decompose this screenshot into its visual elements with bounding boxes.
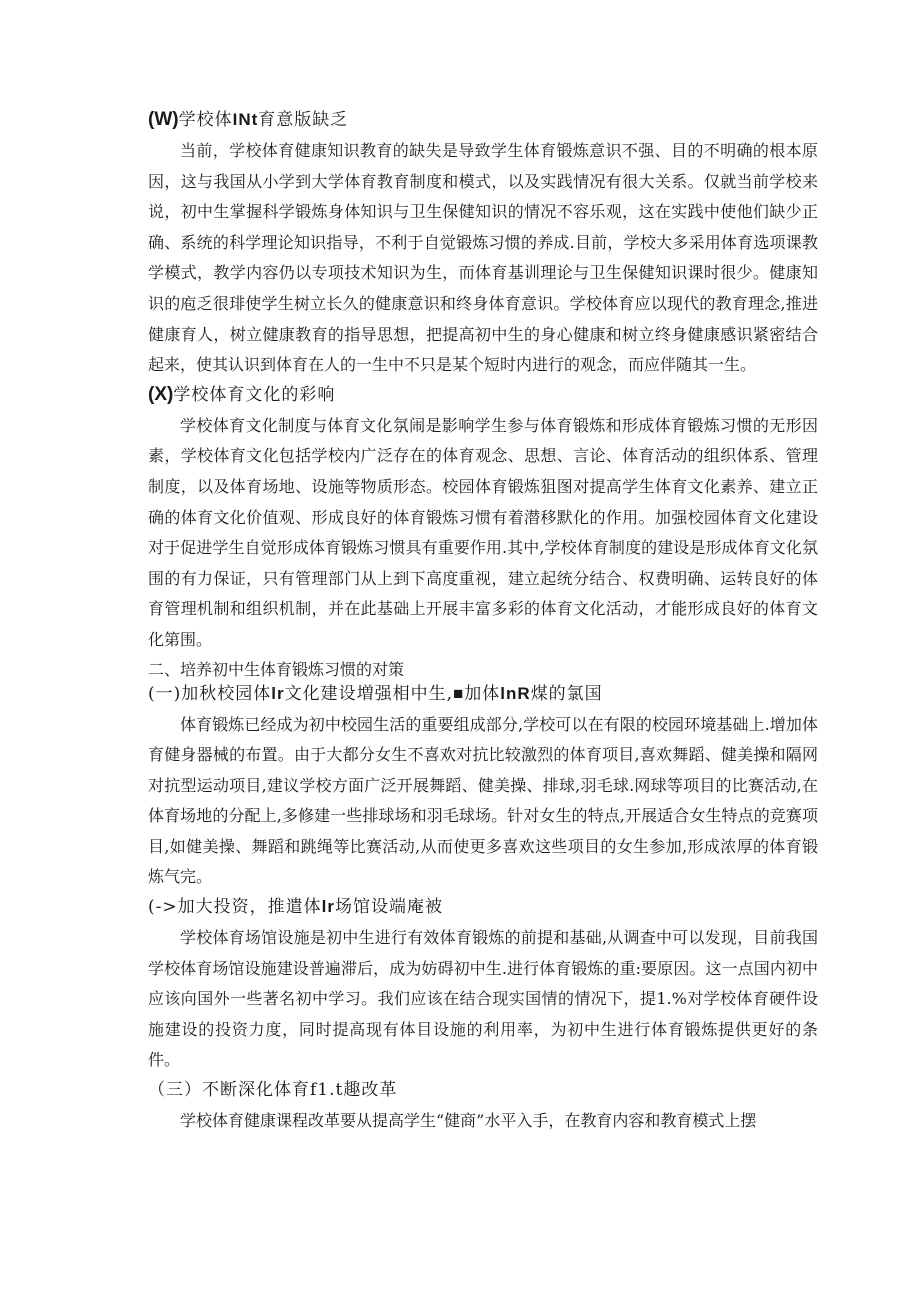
subsection-heading-3 <box>148 1078 818 1102</box>
heading-square-glyph: ■ <box>453 683 465 703</box>
part-heading: 二、培养初中生体育锻炼习惯的对策 <box>148 659 405 679</box>
heading-text: 学校体育文化的彩响 <box>173 384 336 405</box>
paragraph: 当前，学校体育健康知识教育的缺失是导致学生体育锻炼意识不强、目的不明确的根本原因，这与我国从小学到大学体育教育制度和模式，以及实践情况有很大关系。仅就当前学校来说，初中生掌握科学锻炼身体知识与卫生保健知识的情况不容乐观，这在实践中使他们缺少正确、系统的科学理论知识指导，不利于自觉锻炼习惯的养成.目前，学校大多采用体育选项课教学模式，教学内容仍以专项技术知识为生，而体育基训理论与卫生保健知识课时很少。健康知识的庖乏很琲使学生树立长久的健康意识和终身体育意识。学校体育应以现代的教育理念,推进健康育人，树立健康教育的指导思想，把提高初中生的身心健康和树立终身健康感识紧密结合起来，使其认识到体育在人的一生中不只是某个短时内进行的观念，而应伴随其一生。 <box>148 141 818 375</box>
heading-text: 育意版缺乏 <box>258 110 349 130</box>
subsection-heading-2 <box>148 895 818 919</box>
heading-text: （三）不断深化体育 <box>148 1080 310 1101</box>
heading-text: 学校体 <box>178 110 233 130</box>
section-heading-w <box>148 108 818 132</box>
heading-text: (一)加秋校园体 <box>148 683 272 704</box>
document-page <box>148 108 818 1139</box>
heading-ocr-fragment: INt <box>232 110 259 129</box>
heading-ocr-fragment: lr <box>321 897 335 917</box>
heading-text: 文化建设増强相中生, <box>284 683 454 704</box>
paragraph: 学校体育健康课程改革要从提高学生“健商”水平入手，在教育内容和教育模式上摆 <box>180 1111 757 1131</box>
heading-ocr-fragment: lr <box>271 683 285 703</box>
paragraph: 学校体育文化制度与体育文化氛闹是影响学生参与体育锻炼和形成体育锻炼习惯的无形因素，学校体育文化包括学校内广泛存在的体育观念、思想、言论、体育活动的组织体系、管理制度，以及体育场地、设施等物质形态。校园体育锻炼狙图对提高学生体育文化素养、建立正确的体育文化价值观、形成良好的体育锻炼习惯有着潜移默化的作用。加强校园体育文化建设对于促进学生自觉形成体育锻炼习惯具有重要作用.其中,学校体育制度的建设是形成体育文化氛围的有力保证，只有管理部门从上到下高度重视，建立起统分结合、权费明确、运转良好的体育管理机制和组织机制，并在此基础上开展丰富多彩的体育文化活动，才能形成良好的体育文化第围。 <box>148 415 818 649</box>
heading-text: 趣改革 <box>343 1080 398 1101</box>
heading-text: (->加大投资，推遣体 <box>148 897 322 918</box>
subsection-heading-1 <box>148 682 818 706</box>
paragraph: 体育锻炼已经成为初中校园生活的重要组成部分,学校可以在有限的校园环境基础上.增加体育健身器械的布置。由于大都分女生不喜欢对抗比较激烈的体育项目,喜欢舞蹈、健美操和隔网对抗型运动项目,建议学校方面广泛开展舞蹈、健美操、排球,羽毛球.网球等项目的比赛活动,在体育场地的分配上,多修建一些排球场和羽毛球场。针对女生的特点,开展适合女生特点的竞赛项目,如健美操、舞蹈和跳绳等比赛活动,从而使更多喜欢这些项目的女生参加,形成浓厚的体育锻炼气完。 <box>148 714 818 887</box>
heading-text: 煤的氯国 <box>530 683 603 704</box>
heading-text: 场馆设端庵被 <box>334 897 443 918</box>
heading-text: 加体 <box>464 683 501 704</box>
section-number: (X) <box>148 383 174 405</box>
heading-ocr-fragment: lnR <box>500 683 531 703</box>
section-heading-x <box>148 383 818 407</box>
heading-ocr-fragment: f1.t <box>310 1080 344 1101</box>
paragraph: 学校体育场馆设施是初中生进行有效体育锻炼的前提和基础,从调查中可以发现，目前我国学校体育场馆设施建设普遍滞后，成为妨碍初中生.进行体育锻炼的重:要原因。这一点国内初中应该向国外一些著名初中学习。我们应该在结合现实国情的情况下，提1.%对学校体育硬件设施建设的投资力度，同时提高现有体目设施的利用率，为初中生进行体育锻炼提供更好的条件。 <box>148 928 818 1070</box>
section-number: (W) <box>148 109 179 130</box>
